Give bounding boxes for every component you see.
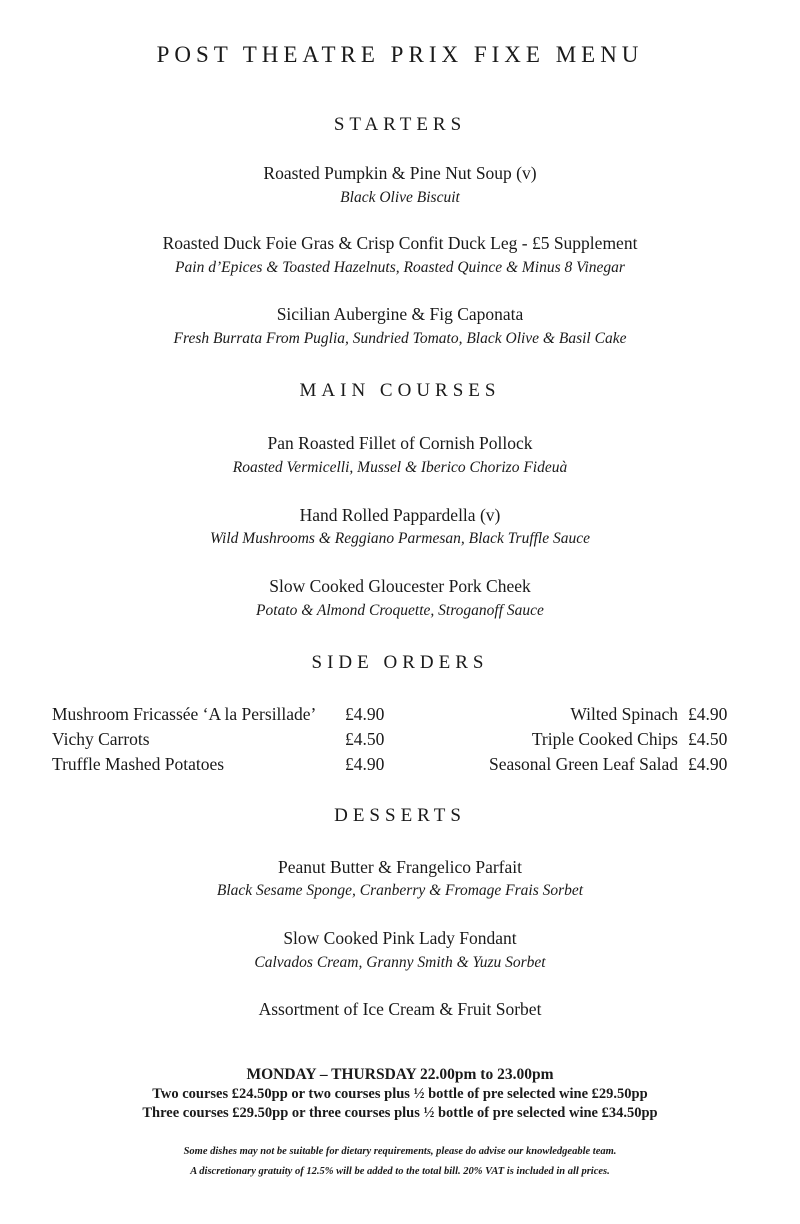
side-right-1-name: Wilted Spinach: [570, 704, 678, 724]
side-left-3-price: £4.90: [345, 754, 385, 774]
side-left-2-price: £4.50: [345, 729, 385, 749]
dessert-3-name: Assortment of Ice Cream & Fruit Sorbet: [258, 999, 542, 1019]
main-3-desc: Potato & Almond Croquette, Stroganoff Sauce: [256, 602, 544, 619]
main-1-name: Pan Roasted Fillet of Cornish Pollock: [267, 433, 533, 453]
side-left-1-name: Mushroom Fricassée ‘A la Persillade’: [52, 704, 317, 724]
main-2-desc: Wild Mushrooms & Reggiano Parmesan, Black Truffle Sauce: [210, 530, 590, 547]
main-1-desc: Roasted Vermicelli, Mussel & Iberico Chorizo Fideuà: [232, 459, 568, 476]
starter-3-name: Sicilian Aubergine & Fig Caponata: [276, 304, 524, 324]
dessert-2-name: Slow Cooked Pink Lady Fondant: [283, 928, 517, 948]
side-left-1-price: £4.90: [345, 704, 385, 724]
starter-1-desc: Black Olive Biscuit: [340, 189, 460, 206]
desserts-heading: DESSERTS: [334, 805, 466, 826]
sides-heading: SIDE ORDERS: [311, 652, 489, 673]
gratuity-note: A discretionary gratuity of 12.5% will be added to the total bill. 20% VAT is included in all prices.: [190, 1166, 610, 1177]
dessert-1-desc: Black Sesame Sponge, Cranberry & Fromage Frais Sorbet: [216, 882, 584, 899]
dessert-1-name: Peanut Butter & Frangelico Parfait: [278, 857, 522, 877]
side-left-2-name: Vichy Carrots: [52, 729, 150, 749]
offer-line-2: Three courses £29.50pp or three courses plus ½ bottle of pre selected wine £34.50pp: [142, 1105, 658, 1121]
starter-3-desc: Fresh Burrata From Puglia, Sundried Tomato, Black Olive & Basil Cake: [173, 330, 627, 347]
dessert-2-desc: Calvados Cream, Granny Smith & Yuzu Sorbet: [254, 954, 546, 971]
main-2-name: Hand Rolled Pappardella (v): [299, 505, 501, 525]
mains-heading: MAIN COURSES: [299, 380, 501, 401]
side-right-1-price: £4.90: [688, 704, 728, 724]
side-right-2-price: £4.50: [688, 729, 728, 749]
side-right-2-name: Triple Cooked Chips: [531, 729, 678, 749]
menu-title: POST THEATRE PRIX FIXE MENU: [156, 42, 644, 67]
starters-heading: STARTERS: [333, 114, 467, 135]
side-right-3-name: Seasonal Green Leaf Salad: [488, 754, 678, 774]
main-3-name: Slow Cooked Gloucester Pork Cheek: [269, 576, 531, 596]
side-left-3-name: Truffle Mashed Potatoes: [52, 754, 225, 774]
starter-1-name: Roasted Pumpkin & Pine Nut Soup (v): [263, 163, 537, 183]
starter-2-desc: Pain d’Epices & Toasted Hazelnuts, Roasted Quince & Minus 8 Vinegar: [175, 259, 625, 276]
offer-line-1: Two courses £24.50pp or two courses plus ½ bottle of pre selected wine £29.50pp: [152, 1086, 648, 1102]
dietary-note: Some dishes may not be suitable for dietary requirements, please do advise our knowledgeable team.: [183, 1146, 617, 1157]
offer-heading: MONDAY – THURSDAY 22.00pm to 23.00pm: [246, 1066, 554, 1083]
starter-2-name: Roasted Duck Foie Gras & Crisp Confit Duck Leg - £5 Supplement: [162, 233, 638, 253]
side-right-3-price: £4.90: [688, 754, 728, 774]
